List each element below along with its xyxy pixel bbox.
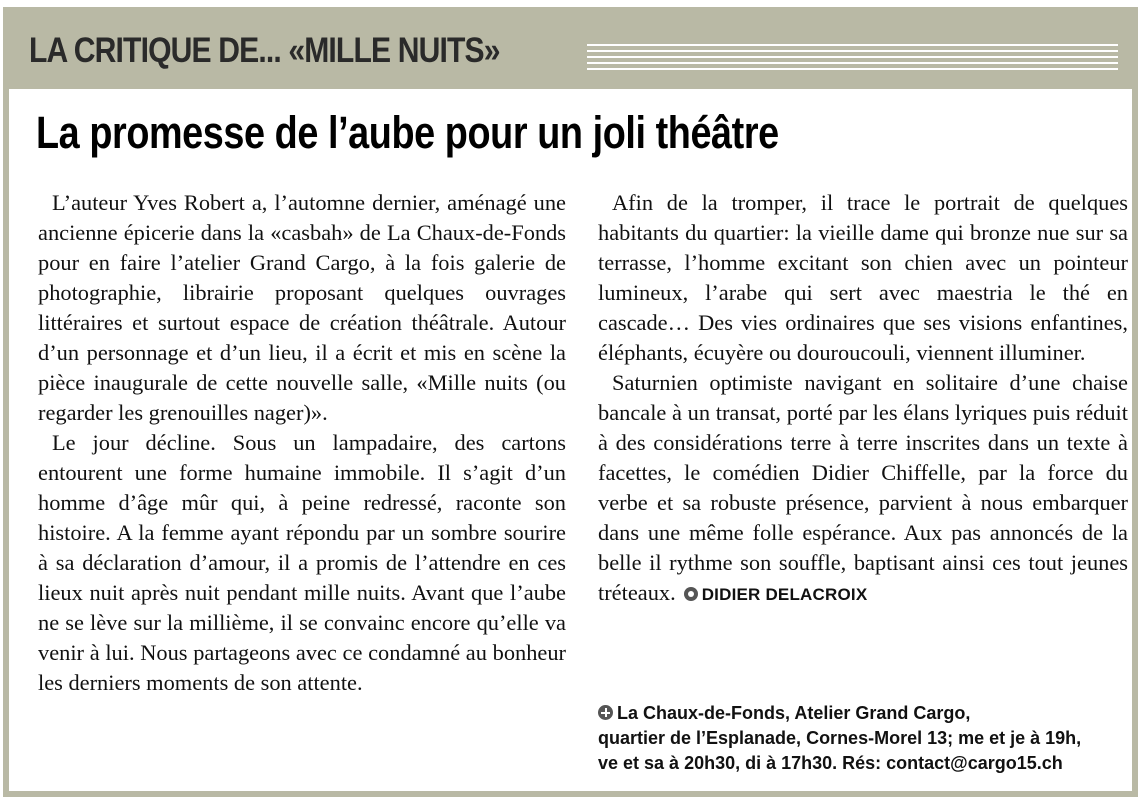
plus-circle-icon bbox=[598, 705, 613, 720]
article-paragraph: L’auteur Yves Robert a, l’automne dernier, aménagé une ancienne épicerie dans la «casbah» de La Chaux-de-Fonds pour en faire l’atelier Grand Cargo, à la fois galerie de photographie, librairie proposant quelques ouvrages littéraires et surtout espace de création théâtrale. Autour d’un personnage et d’un lieu, il a écrit et mis en scène la pièce inaugurale de cette nouvelle salle, «Mille nuits (ou regarder les grenouilles nager)». bbox=[38, 190, 566, 425]
author-byline: DIDIER DELACROIX bbox=[701, 585, 868, 604]
section-header bbox=[9, 13, 1132, 89]
article-paragraph: Le jour décline. Sous un lampadaire, des cartons entourent une forme humaine immobile. Il s’agit d’un homme d’âge mûr qui, à peine redressé, raconte son histoire. A la femme ayant répondu par un sombre sourire à sa déclaration d’amour, il a promis de l’attendre en ces lieux nuit après nuit pendant mille nuits. Avant que l’aube ne se lève sur la millième, il se convainc encore qu’elle va venir à lui. Nous partageons avec ce condamné au bonheur les derniers moments de son attente. bbox=[38, 430, 566, 695]
article-column-left bbox=[38, 188, 566, 698]
article-column-right bbox=[598, 188, 1128, 610]
event-info-line bbox=[598, 701, 1128, 726]
bullet-circle-icon bbox=[684, 587, 698, 601]
event-info bbox=[598, 701, 1128, 776]
article-frame bbox=[3, 7, 1138, 797]
header-decorative-lines bbox=[587, 44, 1118, 70]
article-paragraph-last bbox=[598, 368, 1128, 610]
article-paragraph: Afin de la tromper, il trace le portrait de quelques habitants du quartier: la vieille dame qui bronze nue sur sa terrasse, l’homme excitant son chien avec un pointeur lumineux, l’arabe qui sert avec maestria le thé en cascade… Des vies ordinaires que ses visions enfantines, éléphants, écuyère ou douroucouli, viennent illuminer. bbox=[598, 190, 1128, 365]
section-title: LA CRITIQUE DE... «MILLE NUITS» bbox=[29, 31, 500, 70]
event-info-line: ve et sa à 20h30, di à 17h30. Rés: contact@cargo15.ch bbox=[598, 753, 1063, 773]
event-info-text: La Chaux-de-Fonds, Atelier Grand Cargo, bbox=[617, 703, 971, 723]
article-paragraph-text: Saturnien optimiste navigant en solitaire d’une chaise bancale à un transat, porté par les élans lyriques puis réduit à des considérations terre à terre inscrites dans un texte à facettes, le comédien Didier Chiffelle, par la force du verbe et sa robuste présence, parvient à nous embarquer dans une même folle espérance. Aux pas annoncés de la belle il rythme son souffle, baptisant ainsi ces tout jeunes tréteaux. bbox=[598, 370, 1128, 605]
article-headline: La promesse de l’aube pour un joli théâtre bbox=[36, 107, 779, 158]
event-info-line: quartier de l’Esplanade, Cornes-Morel 13; me et je à 19h, bbox=[598, 728, 1082, 748]
